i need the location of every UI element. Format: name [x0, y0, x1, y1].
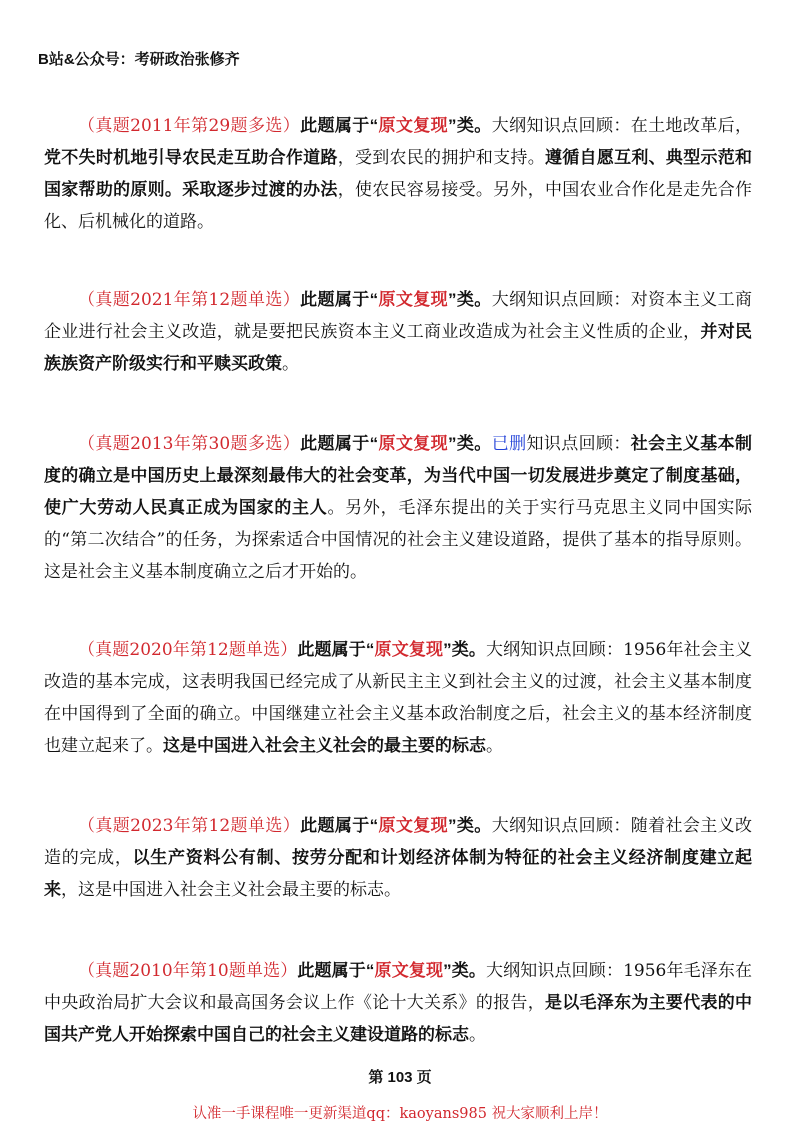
lead-text: 此题属于“ [297, 961, 375, 980]
lead-text: 此题属于“ [297, 640, 375, 659]
body-text: 知识点回顾： [526, 434, 631, 454]
question-paragraph [44, 428, 752, 588]
bold-text: 党不失时机地引导农民走互助合作道路 [44, 148, 338, 167]
body-text: ，这是中国进入社会主义社会最主要的标志。 [61, 880, 401, 900]
body-text: 。 [486, 736, 503, 756]
body-text: 。 [282, 354, 299, 374]
body-text: ，受到农民的拥护和支持。 [337, 148, 545, 168]
lead-text: 此题属于“ [300, 116, 379, 135]
bold-text: 并对民族族资产阶级实行和平赎买政策 [44, 322, 753, 373]
question-tag: （真题2013年第30题多选） [78, 434, 301, 454]
body-text: 大纲知识点回顾：随着社会主义改造的完成， [44, 816, 753, 868]
after-category-text: ”类。 [443, 961, 486, 980]
question-paragraph [44, 284, 752, 380]
after-category-text: ”类。 [448, 816, 492, 835]
bold-text: 这是中国进入社会主义社会的最主要的标志 [163, 736, 486, 755]
body-text: 。另外，毛泽东提出的关于实行马克思主义同中国实际的“第二次结合”的任务，为探索适合中国情况的社会主义建设道路，提供了基本的指导原则。这是社会主义基本制度确立之后才开始的。 [44, 498, 753, 582]
after-category-text: ”类。 [443, 640, 486, 659]
category-label: 原文复现 [378, 116, 449, 135]
body-text: ，使农民容易接受。另外，中国农业合作化是走先合作化、后机械化的道路。 [44, 180, 753, 232]
footer-note: 认准一手课程唯一更新渠道qq：kaoyans985 祝大家顺利上岸！ [192, 1106, 608, 1122]
page-number: 第 103 页 [368, 1069, 432, 1086]
after-category-text: ”类。 [448, 290, 492, 309]
after-category-text: ”类。 [448, 434, 492, 453]
category-label: 原文复现 [378, 290, 449, 309]
bold-text: 是以毛泽东为主要代表的中国共产党人开始探索中国自己的社会主义建设道路的标志 [44, 993, 753, 1044]
page-header-source: B站&公众号：考研政治张修齐 [38, 51, 240, 68]
question-tag: （真题2010年第10题单选） [78, 961, 298, 981]
body-text: 大纲知识点回顾：1956年社会主义改造的基本完成，这表明我国已经完成了从新民主主义到社会主义的过渡，社会主义基本制度在中国得到了全面的确立。中国继建立社会主义基本政治制度之后，社会主义的基本经济制度也建立起来了。 [44, 640, 753, 756]
body-text: 大纲知识点回顾：1956年毛泽东在中央政治局扩大会议和最高国务会议上作《论十大关系》的报告， [44, 961, 753, 1013]
category-label: 原文复现 [374, 640, 444, 659]
question-paragraph [44, 955, 752, 1051]
question-tag: （真题2020年第12题单选） [78, 640, 298, 660]
bold-text: 社会主义基本制度的确立是中国历史上最深刻最伟大的社会变革，为当代中国一切发展进步奠定了制度基础，使广大劳动人民真正成为国家的主人 [44, 434, 753, 517]
deleted-mark: 已删 [491, 434, 527, 454]
category-label: 原文复现 [378, 816, 449, 835]
bold-text: 遵循自愿互利、典型示范和国家帮助的原则。采取逐步过渡的办法 [44, 148, 753, 199]
body-text: 。 [469, 1025, 486, 1045]
lead-text: 此题属于“ [300, 290, 379, 309]
question-tag: （真题2021年第12题单选） [78, 290, 301, 310]
question-paragraph [44, 110, 752, 238]
body-text: 大纲知识点回顾：在土地改革后， [491, 116, 753, 136]
lead-text: 此题属于“ [300, 816, 379, 835]
question-paragraph [44, 634, 752, 762]
category-label: 原文复现 [374, 961, 444, 980]
lead-text: 此题属于“ [300, 434, 379, 453]
bold-text: 以生产资料公有制、按劳分配和计划经济体制为特征的社会主义经济制度建立起来 [44, 848, 753, 899]
question-tag: （真题2023年第12题单选） [78, 816, 301, 836]
question-paragraph [44, 810, 752, 906]
question-tag: （真题2011年第29题多选） [78, 116, 301, 136]
category-label: 原文复现 [378, 434, 449, 453]
after-category-text: ”类。 [448, 116, 492, 135]
body-text: 大纲知识点回顾：对资本主义工商企业进行社会主义改造，就是要把民族资本主义工商业改造成为社会主义性质的企业， [44, 290, 753, 342]
